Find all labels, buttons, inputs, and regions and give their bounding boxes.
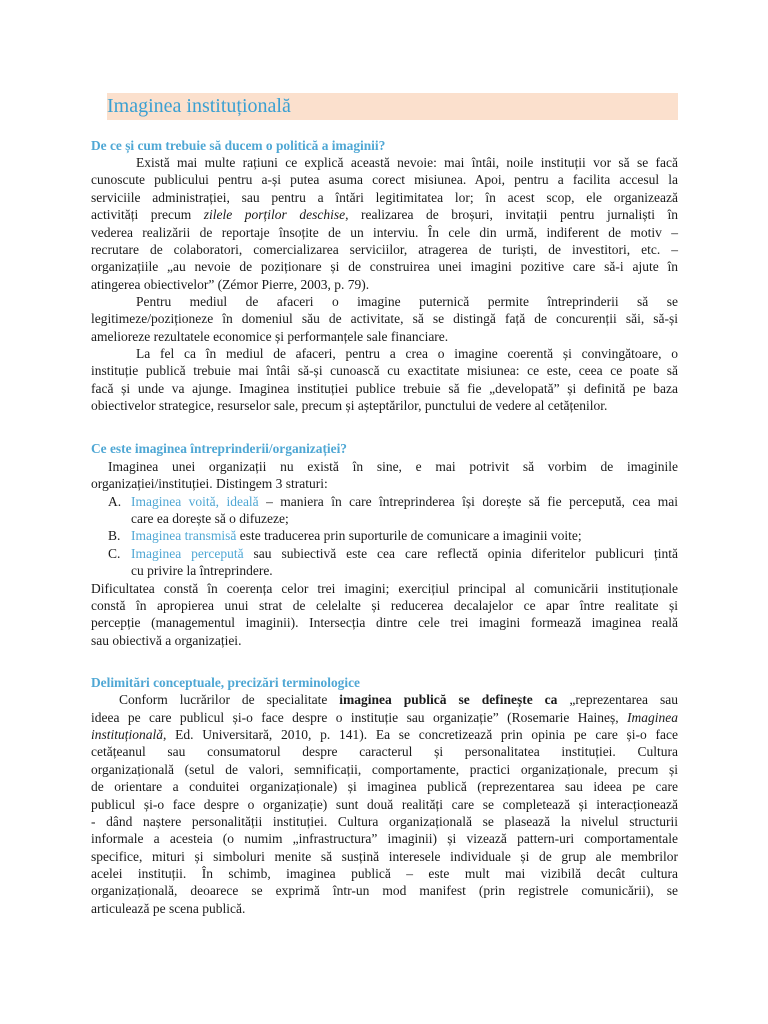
paragraph-line: serviciile administrației, sau pentru a întări legitimitatea lor; în acest scop, ele organizează (91, 190, 678, 205)
paragraph-line: La fel ca în mediul de afaceri, pentru a crea o imagine coerentă și convingătoare, o (136, 346, 678, 361)
list-marker: A. (108, 494, 122, 509)
section-heading-politica-imaginii: De ce și cum trebuie să ducem o politică a imaginii? (91, 138, 386, 153)
section-heading-imaginea-intreprinderii: Ce este imaginea întreprinderii/organizației? (91, 441, 347, 456)
paragraph-line: percepție (managementul imaginii). Intersecția dintre cele trei imagini formează imaginea reală (91, 615, 678, 630)
paragraph-line: Există mai multe rațiuni ce explică această nevoie: mai întâi, noile instituții vor să se facă (136, 155, 678, 170)
list-item-text: cu privire la întreprindere. (131, 563, 273, 578)
paragraph-line: organizațională (setul de valori, semnificații, comportamente, practici organizaționale, precum și (91, 762, 678, 777)
paragraph-line: legitimeze/poziționeze în domeniul său de activitate, să se distingă față de concurenții săi, să-și (91, 311, 678, 326)
section-heading-delimitari: Delimitări conceptuale, precizări terminologice (91, 675, 360, 690)
paragraph-line: amelioreze rezultatele economice și performanțele sale financiare. (91, 329, 449, 344)
paragraph-line: Imaginea unei organizații nu există în sine, e mai potrivit să vorbim de imaginile (108, 459, 678, 474)
paragraph-line: articulează pe scena publică. (91, 901, 246, 916)
paragraph-line: organizației/instituției. Distingem 3 straturi: (91, 476, 328, 491)
paragraph-line: cetățeanul sau consumatorul despre caracterul și personalitatea instituției. Cultura (91, 744, 678, 759)
paragraph-line: Pentru mediul de afaceri o imagine puternică permite întreprinderii să se (136, 294, 678, 309)
paragraph-line: sau obiectivă a organizației. (91, 633, 242, 648)
list-item-text: Imaginea voită, ideală – maniera în care întreprinderea își dorește să fie percepută, cea mai (131, 494, 679, 509)
paragraph-line: atingerea obiectivelor” (Zémor Pierre, 2003, p. 79). (91, 277, 370, 292)
list-marker: B. (108, 528, 121, 543)
paragraph-line: activități precum zilele porților deschise, realizarea de broșuri, invitații pentru jurnaliști în (91, 207, 678, 222)
paragraph-line: acelei instituții. În schimb, imaginea publică – este mult mai vizibilă decât cultura (91, 866, 678, 881)
paragraph-line: instituție publică trebuie mai întâi să-și cunoască cu exactitate misiunea: ce este, ceea ce poate să (91, 363, 678, 378)
paragraph-line: cunoscute publicului pentru a-și putea asuma corect misiunea. Apoi, pentru a facilita accesul la (91, 172, 678, 187)
paragraph-line: Conform lucrărilor de specialitate imaginea publică se definește ca „reprezentarea sau (119, 692, 679, 707)
paragraph-line: organizațiile „au nevoie de poziționare și de construirea unei imagini pozitive care să-i ajute în (91, 259, 678, 274)
paragraph-line: constă în apropierea unui strat de celelalte și reducerea decalajelor ce apar între realitate și (91, 598, 678, 613)
list-marker: C. (108, 546, 121, 561)
page-title: Imaginea instituțională (107, 95, 291, 117)
paragraph-line: de orientare a conduitei organizaționale) și imaginea publică (reprezentarea sau ideea pe care (91, 779, 678, 794)
paragraph-line: informale a acesteia (o numim „infrastructura” imaginii) și vizează pattern-uri comportamentale (91, 831, 678, 846)
paragraph-line: - dând naștere personalității instituției. Cultura organizațională se plasează la nivelul structurii (91, 814, 678, 829)
paragraph-line: ideea pe care publicul și-o face despre o instituție sau organizație” (Rosemarie Haineș, Imaginea (91, 710, 678, 725)
list-item-text: Imaginea transmisă este traducerea prin suporturile de comunicare a imaginii voite; (131, 528, 582, 543)
paragraph-line: specifice, mituri și simboluri menite să susțină interesele individuale și de grup ale membrilor (91, 849, 678, 864)
paragraph-line: instituțională, Ed. Universitară, 2010, p. 141). Ea se concretizează prin opinia pe care și-o face (91, 727, 678, 742)
list-item-text: Imaginea percepută sau subiectivă este cea care reflectă opinia diferitelor publicuri țintă (131, 546, 679, 561)
paragraph-line: obiectivelor strategice, resurselor sale, precum și așteptărilor, punctului de vedere al cetățenilor. (91, 398, 608, 413)
paragraph-line: facă și unde va ajunge. Imaginea instituției publice trebuie să fie „developată” și definită pe baza (91, 381, 678, 396)
paragraph-line: recrutare de colaboratori, comercializarea serviciilor, atragerea de turiști, de investitori, etc. – (91, 242, 678, 257)
paragraph-line: Dificultatea constă în coerența celor trei imagini; exercițiul principal al comunicării instituționale (91, 581, 678, 596)
list-item-text: care ea dorește să o difuzeze; (131, 511, 289, 526)
paragraph-line: organizațională, deoarece se exprimă într-un mod manifest (prin registrele comunicării), se (91, 883, 678, 898)
paragraph-line: vederea realizării de reportaje însoțite de un interviu. În cele din urmă, indiferent de motiv – (91, 225, 678, 240)
paragraph-line: publicul și-o face despre o organizație) sunt două realități care se completează și interacționează (91, 797, 678, 812)
